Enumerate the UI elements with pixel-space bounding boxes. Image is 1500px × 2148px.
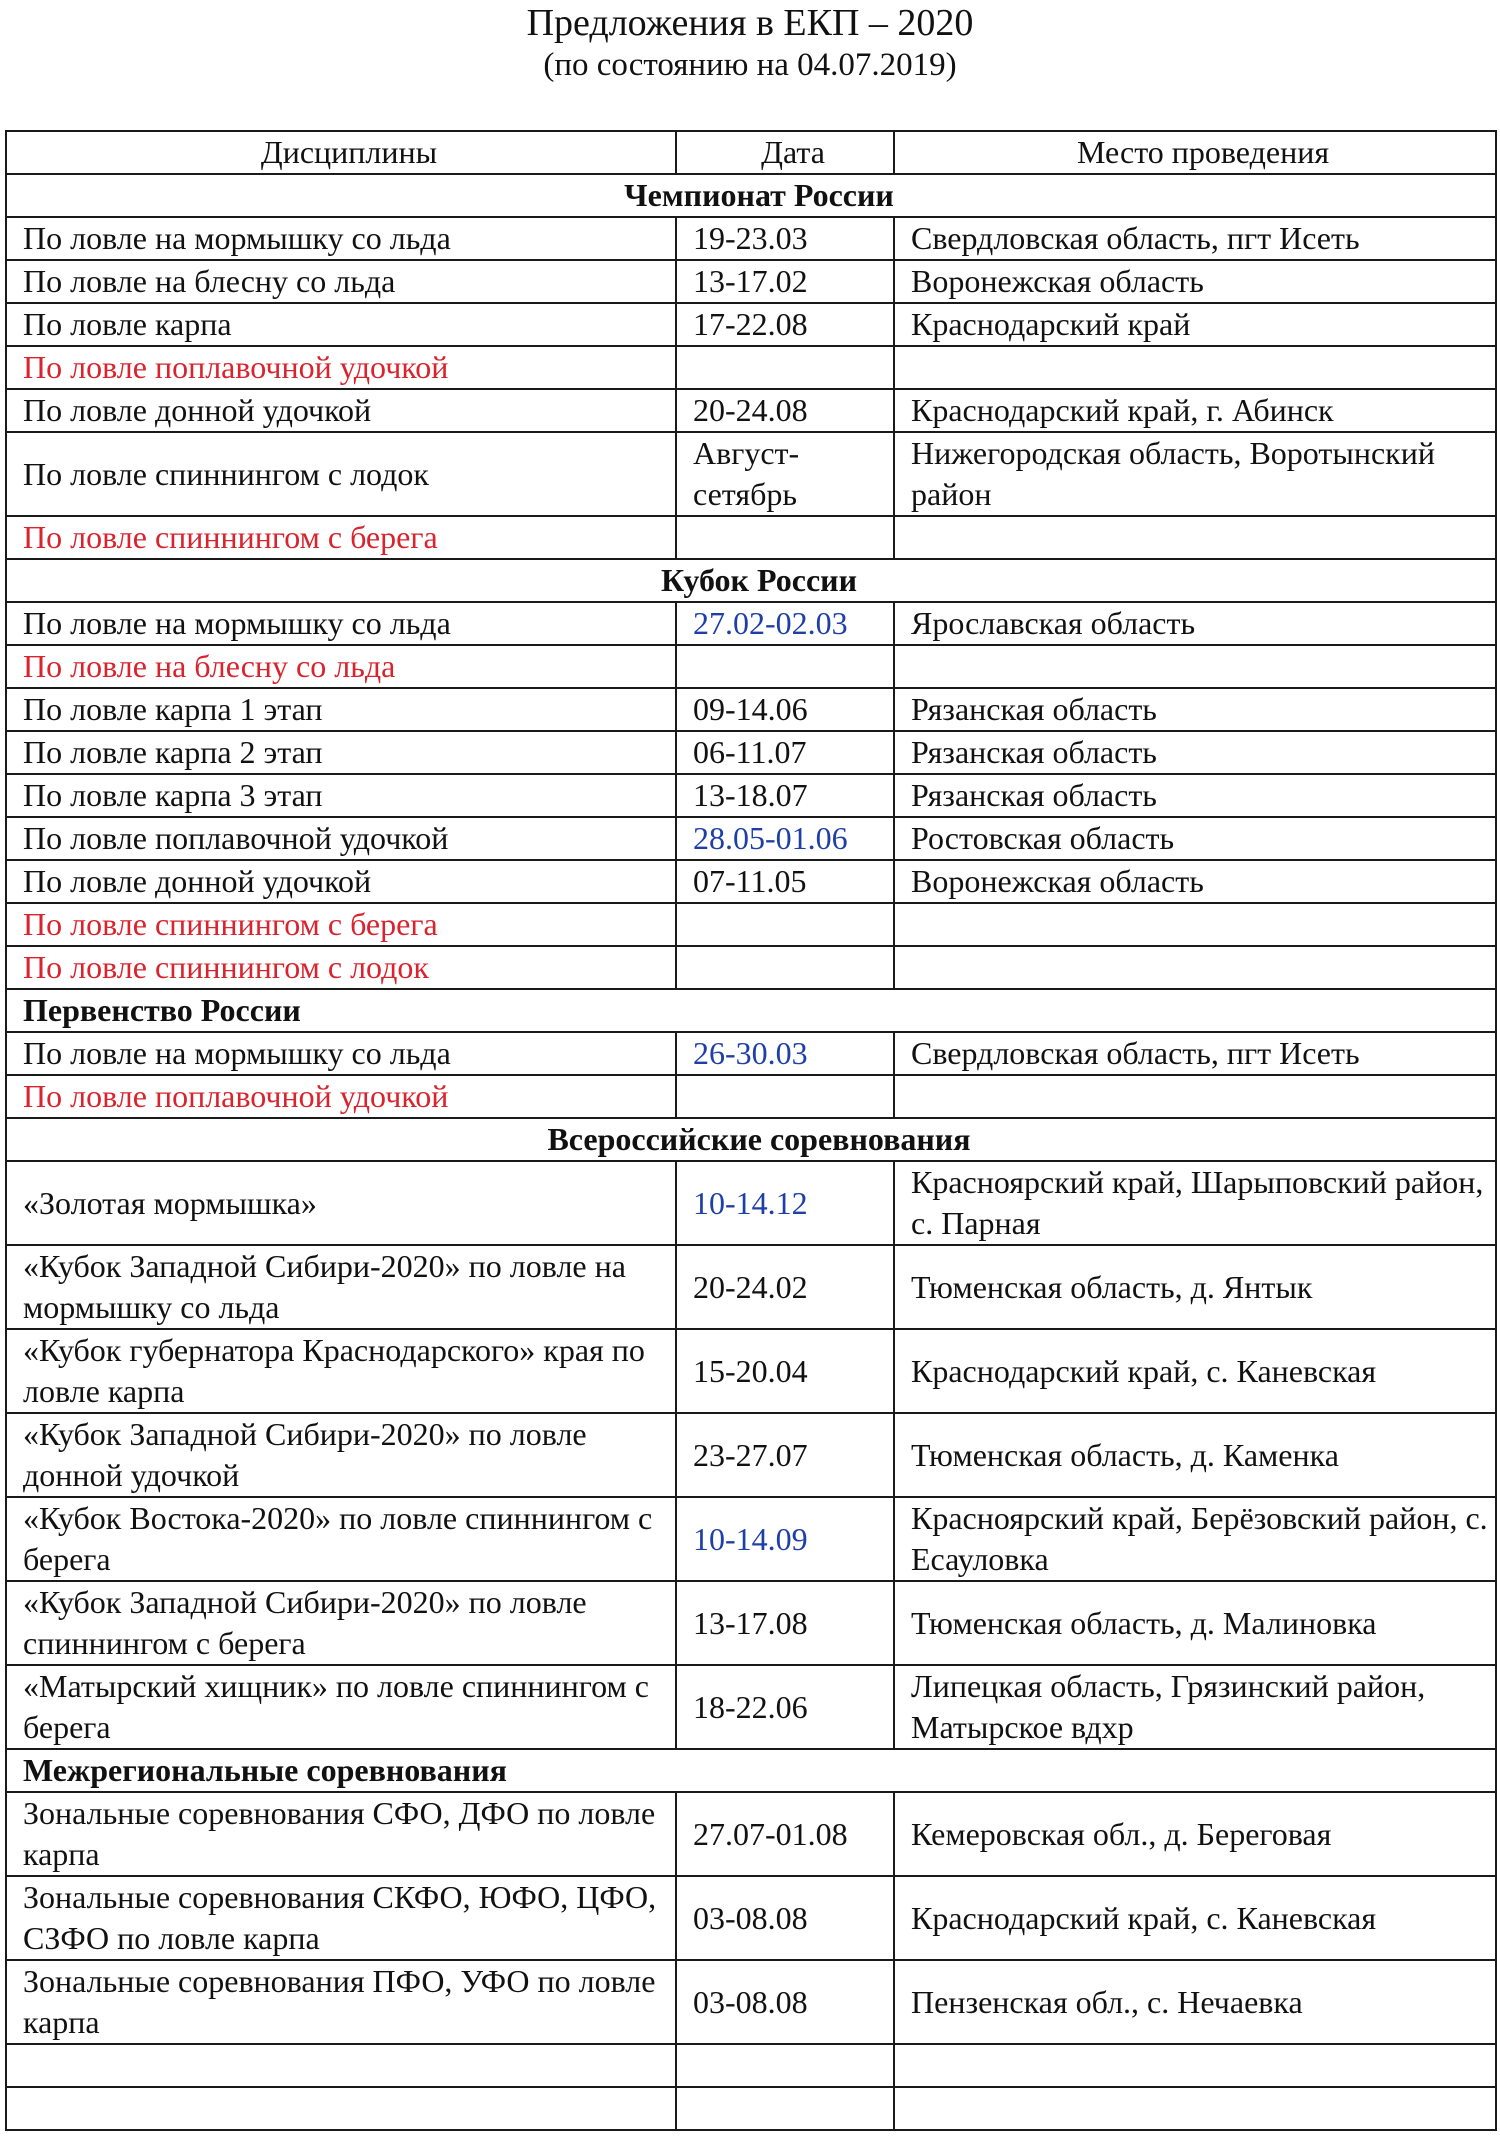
table-row [6,688,1496,731]
discipline-cell: «Матырский хищник» по ловле спиннингом с берега [6,1665,676,1749]
place-cell: Рязанская область [894,731,1496,774]
table-row [6,946,1496,989]
discipline-cell: «Золотая мормышка» [6,1161,676,1245]
date-cell: 23-27.07 [676,1413,894,1497]
table-row [6,731,1496,774]
date-cell: 10-14.12 [676,1161,894,1245]
discipline-cell: По ловле карпа 1 этап [6,688,676,731]
place-cell: Краснодарский край, с. Каневская [894,1876,1496,1960]
header-date: Дата [676,131,894,174]
place-cell: Рязанская область [894,688,1496,731]
section-title: Чемпионат России [6,174,1496,217]
table-row [6,1413,1496,1497]
place-cell: Тюменская область, д. Янтык [894,1245,1496,1329]
discipline-cell: «Кубок губернатора Краснодарского» края по ловле карпа [6,1329,676,1413]
table-row [6,1245,1496,1329]
date-cell: 27.07-01.08 [676,1792,894,1876]
date-cell: 20-24.08 [676,389,894,432]
date-cell: 13-17.02 [676,260,894,303]
section-title: Межрегиональные соревнования [6,1749,1496,1792]
place-cell: Рязанская область [894,774,1496,817]
place-cell [894,516,1496,559]
date-cell: 27.02-02.03 [676,602,894,645]
date-cell: 20-24.02 [676,1245,894,1329]
section-header-row [6,1749,1496,1792]
date-cell: 13-17.08 [676,1581,894,1665]
table-row [6,1665,1496,1749]
date-cell: 03-08.08 [676,1960,894,2044]
date-cell: 26-30.03 [676,1032,894,1075]
discipline-cell: По ловле поплавочной удочкой [6,346,676,389]
discipline-cell: Зональные соревнования СКФО, ЮФО, ЦФО, СЗФО по ловле карпа [6,1876,676,1960]
discipline-cell: По ловле спиннингом с лодок [6,432,676,516]
discipline-cell: Зональные соревнования СФО, ДФО по ловле карпа [6,1792,676,1876]
table-row [6,1032,1496,1075]
header-place: Место проведения [894,131,1496,174]
place-cell: Ярославская область [894,602,1496,645]
discipline-cell: По ловле на блесну со льда [6,260,676,303]
table-row [6,432,1496,516]
table-row [6,903,1496,946]
discipline-cell: По ловле донной удочкой [6,860,676,903]
date-cell: 15-20.04 [676,1329,894,1413]
table-row [6,1075,1496,1118]
date-cell [676,1075,894,1118]
place-cell: Краснодарский край [894,303,1496,346]
place-cell: Воронежская область [894,260,1496,303]
date-cell: 07-11.05 [676,860,894,903]
discipline-cell: По ловле спиннингом с лодок [6,946,676,989]
empty-cell [6,2044,676,2087]
section-title: Первенство России [6,989,1496,1032]
table-row [6,303,1496,346]
section-title: Всероссийские соревнования [6,1118,1496,1161]
place-cell [894,946,1496,989]
discipline-cell: По ловле на мормышку со льда [6,1032,676,1075]
empty-cell [894,2087,1496,2130]
place-cell: Тюменская область, д. Малиновка [894,1581,1496,1665]
date-cell: 06-11.07 [676,731,894,774]
place-cell: Нижегородская область, Воротынский район [894,432,1496,516]
place-cell [894,903,1496,946]
table-row [6,1960,1496,2044]
page-subtitle: (по состоянию на 04.07.2019) [543,47,957,83]
discipline-cell: По ловле поплавочной удочкой [6,1075,676,1118]
place-cell: Липецкая область, Грязинский район, Матырское вдхр [894,1665,1496,1749]
discipline-cell: По ловле на блесну со льда [6,645,676,688]
place-cell: Краснодарский край, с. Каневская [894,1329,1496,1413]
date-cell: 10-14.09 [676,1497,894,1581]
table-row [6,389,1496,432]
table-row [6,1581,1496,1665]
place-cell: Красноярский край, Берёзовский район, с. Есауловка [894,1497,1496,1581]
place-cell: Воронежская область [894,860,1496,903]
date-cell [676,645,894,688]
discipline-cell: «Кубок Западной Сибири-2020» по ловле спиннингом с берега [6,1581,676,1665]
date-cell: Август-сетябрь [676,432,894,516]
discipline-cell: «Кубок Востока-2020» по ловле спиннингом с берега [6,1497,676,1581]
table-row [6,346,1496,389]
empty-row [6,2044,1496,2087]
date-cell: 09-14.06 [676,688,894,731]
empty-row [6,2087,1496,2130]
place-cell: Свердловская область, пгт Исеть [894,217,1496,260]
place-cell: Красноярский край, Шарыповский район, с. Парная [894,1161,1496,1245]
discipline-cell: По ловле поплавочной удочкой [6,817,676,860]
table-row [6,1876,1496,1960]
date-cell: 13-18.07 [676,774,894,817]
table-row [6,860,1496,903]
page-title: Предложения в ЕКП – 2020 [526,2,974,44]
date-cell: 18-22.06 [676,1665,894,1749]
table-row [6,260,1496,303]
section-header-row [6,1118,1496,1161]
discipline-cell: По ловле донной удочкой [6,389,676,432]
section-header-row [6,559,1496,602]
empty-cell [676,2087,894,2130]
section-title: Кубок России [6,559,1496,602]
date-cell: 28.05-01.06 [676,817,894,860]
section-header-row [6,989,1496,1032]
table-row [6,1497,1496,1581]
table-row [6,774,1496,817]
discipline-cell: По ловле спиннингом с берега [6,903,676,946]
place-cell: Тюменская область, д. Каменка [894,1413,1496,1497]
date-cell: 19-23.03 [676,217,894,260]
table-row [6,217,1496,260]
discipline-cell: «Кубок Западной Сибири-2020» по ловле на мормышку со льда [6,1245,676,1329]
place-cell [894,346,1496,389]
date-cell [676,516,894,559]
discipline-cell: По ловле на мормышку со льда [6,602,676,645]
table-row [6,1329,1496,1413]
empty-cell [6,2087,676,2130]
discipline-cell: По ловле карпа 2 этап [6,731,676,774]
discipline-cell: По ловле спиннингом с берега [6,516,676,559]
discipline-cell: По ловле карпа 3 этап [6,774,676,817]
date-cell: 03-08.08 [676,1876,894,1960]
table-row [6,1792,1496,1876]
date-cell [676,346,894,389]
events-table [5,130,1497,2131]
discipline-cell: Зональные соревнования ПФО, УФО по ловле карпа [6,1960,676,2044]
table-row [6,645,1496,688]
table-row [6,602,1496,645]
table-row [6,516,1496,559]
header-discipline: Дисциплины [6,131,676,174]
date-cell [676,946,894,989]
date-cell: 17-22.08 [676,303,894,346]
discipline-cell: По ловле карпа [6,303,676,346]
discipline-cell: По ловле на мормышку со льда [6,217,676,260]
date-cell [676,903,894,946]
section-header-row [6,174,1496,217]
table-header-row [6,131,1496,174]
discipline-cell: «Кубок Западной Сибири-2020» по ловле донной удочкой [6,1413,676,1497]
empty-cell [894,2044,1496,2087]
place-cell: Краснодарский край, г. Абинск [894,389,1496,432]
place-cell [894,645,1496,688]
table-row [6,1161,1496,1245]
place-cell: Кемеровская обл., д. Береговая [894,1792,1496,1876]
place-cell: Свердловская область, пгт Исеть [894,1032,1496,1075]
events-table-body [6,131,1496,2130]
place-cell [894,1075,1496,1118]
place-cell: Пензенская обл., с. Нечаевка [894,1960,1496,2044]
table-row [6,817,1496,860]
place-cell: Ростовская область [894,817,1496,860]
empty-cell [676,2044,894,2087]
